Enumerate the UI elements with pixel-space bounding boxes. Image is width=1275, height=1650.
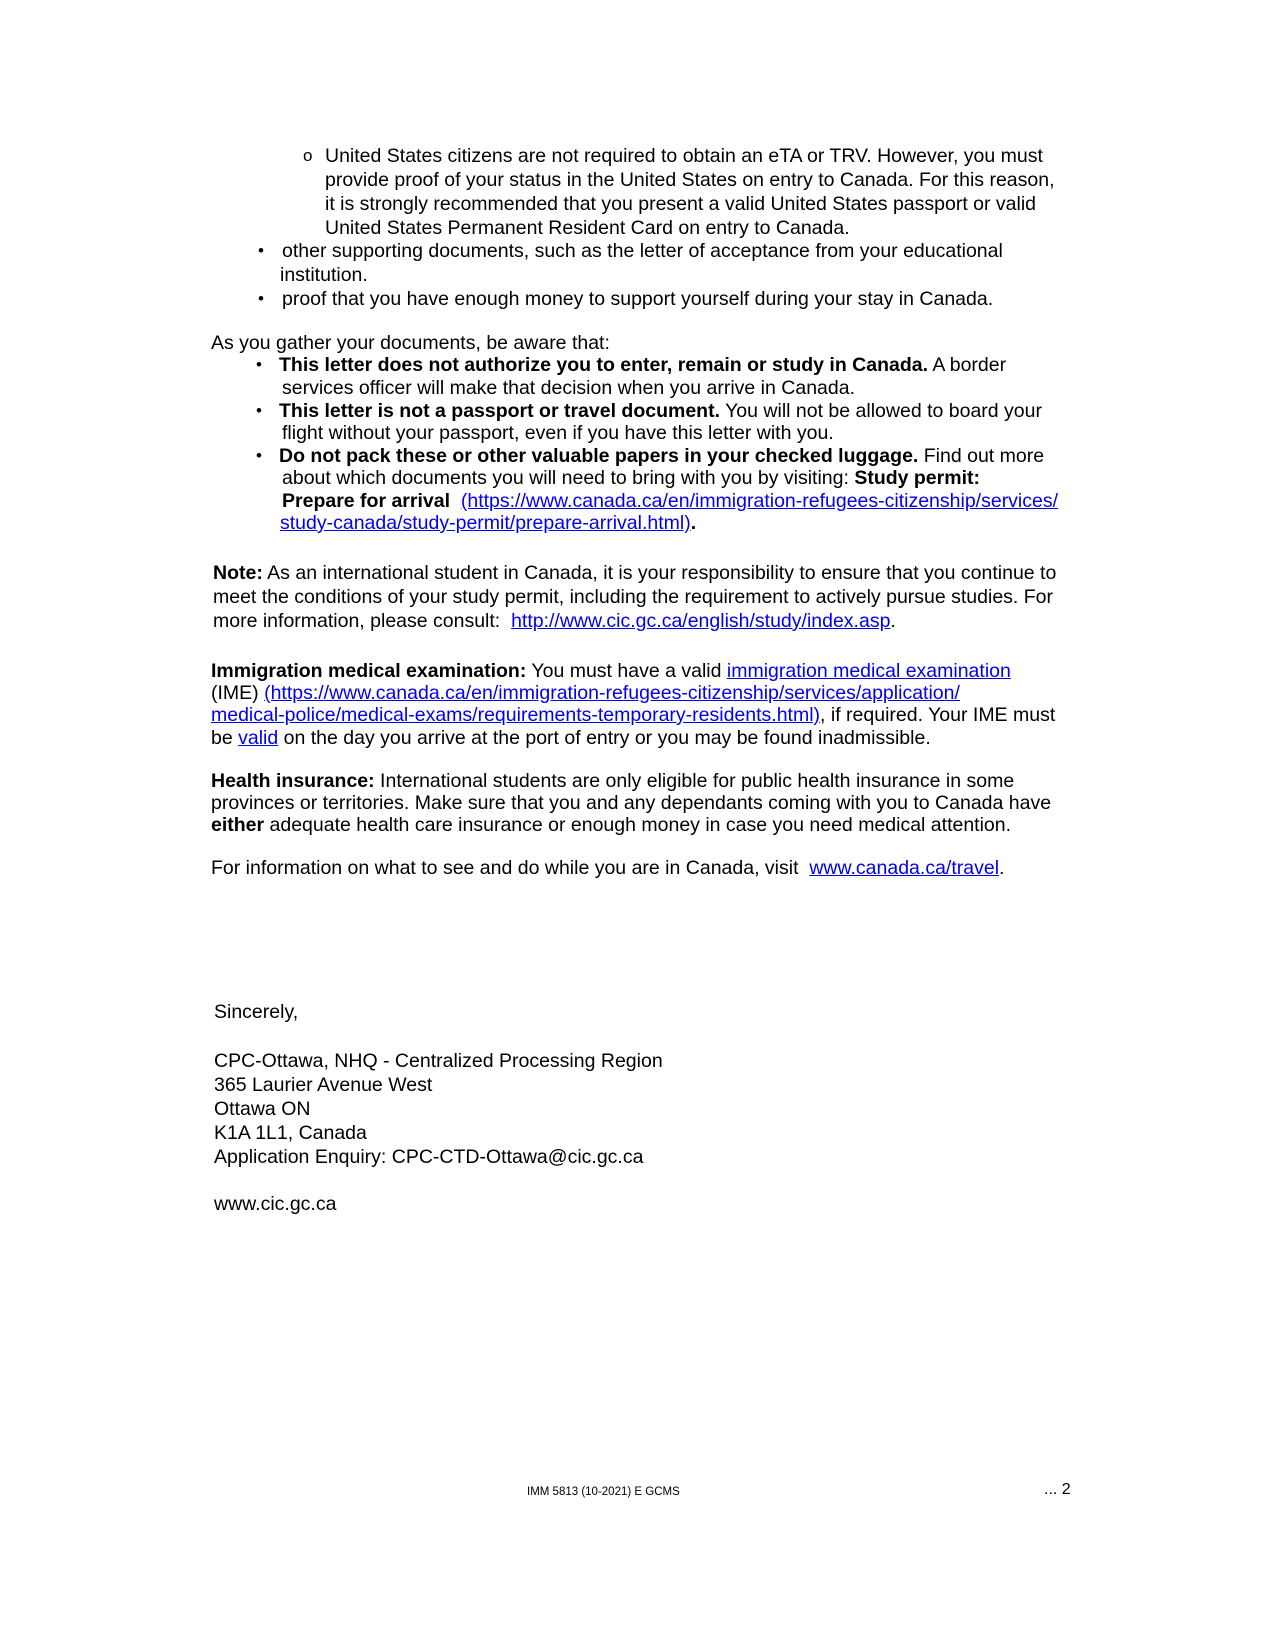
text: , if required. Your IME must: [820, 704, 1056, 726]
text: proof that you have enough money to support yourself during your stay in Canada.: [282, 288, 994, 310]
text: meet the conditions of your study permit, including the requirement to actively pursue studies. For: [213, 586, 1054, 608]
hyperlink[interactable]: study-canada/study-permit/prepare-arrival.html): [280, 512, 691, 534]
text-line: [211, 682, 960, 704]
bold-text: Health insurance:: [211, 770, 375, 792]
text: As you gather your documents, be aware that:: [211, 332, 610, 354]
text: flight without your passport, even if you have this letter with you.: [282, 422, 834, 444]
bold-text: This letter does not authorize you to enter, remain or study in Canada.: [279, 354, 929, 376]
text: United States citizens are not required to obtain an eTA or TRV. However, you must: [325, 145, 1043, 167]
sub-bullet-icon: o: [303, 146, 313, 165]
text: more information, please consult:: [213, 610, 512, 632]
text-line: [211, 727, 931, 749]
text-line: [214, 1122, 367, 1144]
text: adequate health care insurance or enough money in case you need medical attention.: [264, 814, 1012, 836]
text-line: [279, 445, 1044, 467]
text: United States Permanent Resident Card on entry to Canada.: [325, 217, 850, 239]
hyperlink[interactable]: (https://www.canada.ca/en/immigration-refugees-citizenship/services/application/: [264, 682, 960, 704]
text-line: [211, 704, 1055, 726]
text: www.cic.gc.ca: [214, 1193, 337, 1215]
text: As an international student in Canada, it is your responsibility to ensure that you continue to: [262, 562, 1057, 584]
text: CPC-Ottawa, NHQ - Centralized Processing Region: [214, 1050, 663, 1072]
text-line: [214, 1098, 310, 1120]
bold-text: Immigration medical examination:: [211, 660, 527, 682]
text-line: [282, 422, 834, 444]
text-line: [279, 400, 1042, 422]
text: [450, 490, 461, 512]
bullet-icon: •: [256, 401, 262, 420]
text-line: [282, 490, 1058, 512]
text-line: [211, 792, 1051, 814]
text-line: [214, 1050, 663, 1072]
text-line: [214, 1193, 336, 1215]
text: You must have a valid: [526, 660, 727, 682]
text: For information on what to see and do while you are in Canada, visit: [211, 857, 810, 879]
text-line: [214, 1074, 432, 1096]
text-line: [211, 814, 1011, 836]
text-line: [213, 562, 1056, 584]
text: institution.: [280, 264, 368, 286]
text: .: [999, 857, 1005, 879]
text-line: [211, 660, 1011, 682]
text-line: [213, 610, 896, 632]
hyperlink[interactable]: immigration medical examination: [726, 660, 1011, 682]
text-line: [213, 586, 1053, 608]
text-line: [282, 467, 980, 489]
text-line: [282, 288, 993, 310]
text-line: [211, 857, 1004, 879]
text: it is strongly recommended that you present a valid United States passport or valid: [325, 193, 1037, 215]
text: (IME): [211, 682, 265, 704]
text: .: [890, 610, 896, 632]
text-line: [211, 332, 610, 354]
page-marker: ... 2: [1044, 1481, 1071, 1498]
text: be: [211, 727, 239, 749]
text: about which documents you will need to bring with you by visiting:: [282, 467, 855, 489]
text-line: [325, 193, 1036, 215]
bold-text: .: [690, 512, 697, 534]
text-line: [214, 1001, 298, 1023]
bold-text: Study permit:: [854, 467, 980, 489]
text-line: [325, 145, 1043, 167]
text: Ottawa ON: [214, 1098, 311, 1120]
text-line: [325, 217, 850, 239]
text-line: [280, 264, 368, 286]
bold-text: either: [211, 814, 265, 836]
bold-text: Prepare for arrival: [282, 490, 451, 512]
text: Find out more: [918, 445, 1045, 467]
hyperlink[interactable]: http://www.cic.gc.ca/english/study/index.asp: [511, 610, 891, 632]
bullet-icon: •: [256, 446, 262, 465]
text: provide proof of your status in the United States on entry to Canada. For this reason,: [325, 169, 1055, 191]
text-line: [282, 377, 855, 399]
text: You will not be allowed to board your: [720, 400, 1042, 422]
form-code: IMM 5813 (10-2021) E GCMS: [527, 1486, 680, 1498]
bold-text: This letter is not a passport or travel document.: [279, 400, 721, 422]
hyperlink[interactable]: medical-police/medical-exams/requirements-temporary-residents.html): [211, 704, 821, 726]
bold-text: Do not pack these or other valuable papers in your checked luggage.: [279, 445, 919, 467]
text: services officer will make that decision when you arrive in Canada.: [282, 377, 855, 399]
text: Sincerely,: [214, 1001, 299, 1023]
text: International students are only eligible for public health insurance in some: [374, 770, 1015, 792]
bullet-icon: •: [258, 289, 264, 308]
text-line: [279, 354, 1006, 376]
bold-text: Note:: [213, 562, 263, 584]
hyperlink[interactable]: www.canada.ca/travel: [809, 857, 1000, 879]
text: on the day you arrive at the port of entry or you may be found inadmissible.: [278, 727, 931, 749]
text-line: [280, 512, 696, 534]
text: provinces or territories. Make sure that you and any dependants coming with you to Canada have: [211, 792, 1052, 814]
text: other supporting documents, such as the letter of acceptance from your educational: [282, 240, 1003, 262]
bullet-icon: •: [256, 355, 262, 374]
text-line: [214, 1146, 643, 1168]
hyperlink[interactable]: (https://www.canada.ca/en/immigration-refugees-citizenship/services/: [460, 490, 1059, 512]
text: 365 Laurier Avenue West: [214, 1074, 433, 1096]
text-line: [211, 770, 1014, 792]
hyperlink[interactable]: valid: [238, 727, 279, 749]
text-line: [325, 169, 1055, 191]
bullet-icon: •: [258, 241, 264, 260]
text-line: [282, 240, 1003, 262]
text: A border: [928, 354, 1007, 376]
text: K1A 1L1, Canada: [214, 1122, 367, 1144]
text: Application Enquiry: CPC-CTD-Ottawa@cic.gc.ca: [214, 1146, 644, 1168]
